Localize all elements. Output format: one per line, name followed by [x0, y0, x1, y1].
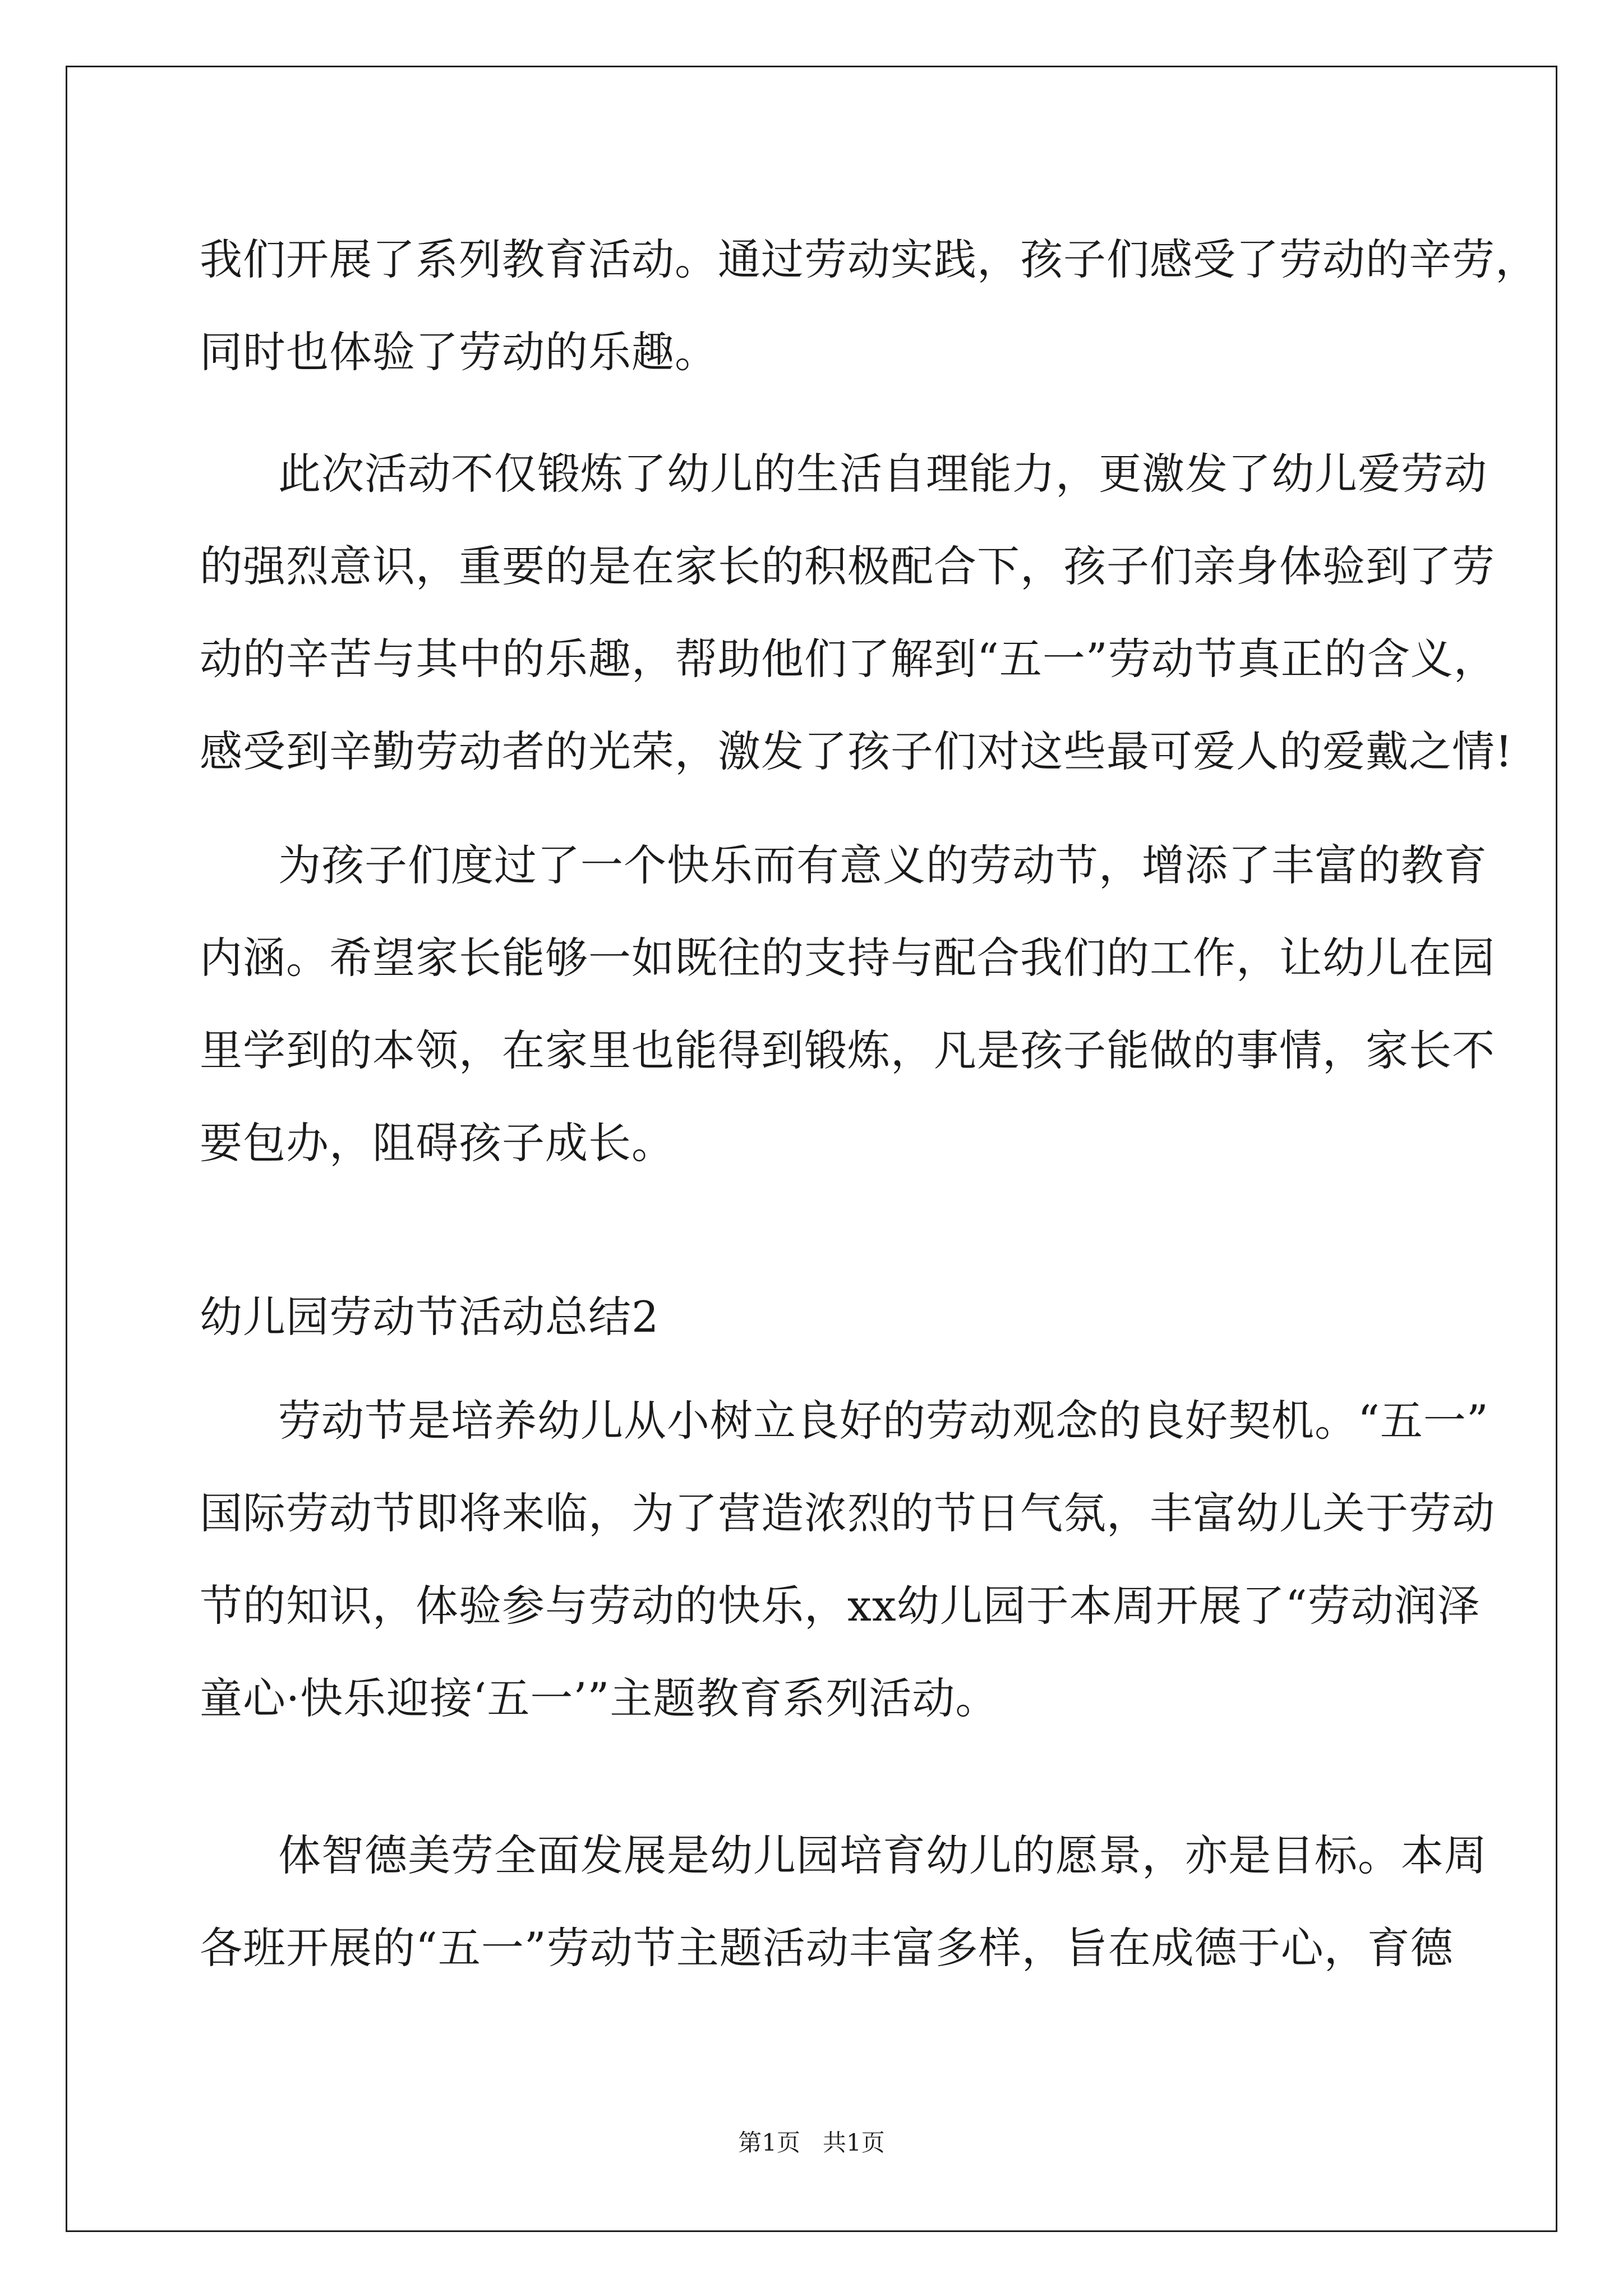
body-line: 为孩子们度过了一个快乐而有意义的劳动节，增添了丰富的教育: [278, 840, 1487, 890]
paragraph-activity-benefits: [200, 427, 1513, 798]
body-line: 劳动节是培养幼儿从小树立良好的劳动观念的良好契机。“五一”: [278, 1396, 1489, 1446]
section-title: 幼儿园劳动节活动总结2: [200, 1292, 660, 1342]
body-line: 我们开展了系列教育活动。通过劳动实践，孩子们感受了劳动的辛劳，: [200, 234, 1538, 284]
page-number-footer: 第1页 共1页: [738, 2129, 885, 2156]
body-line: 体智德美劳全面发展是幼儿园培育幼儿的愿景，亦是目标。本周: [278, 1830, 1487, 1880]
paragraph-development-goals: [200, 1809, 1487, 1994]
section-heading: [200, 1271, 1433, 1363]
paragraph-labor-day-intro: [200, 1374, 1495, 1745]
body-line: 节的知识，体验参与劳动的快乐，xx幼儿园于本周开展了“劳动润泽: [200, 1581, 1481, 1631]
body-line: 的强烈意识，重要的是在家长的积极配合下，孩子们亲身体验到了劳: [200, 541, 1495, 591]
body-line: 动的辛苦与其中的乐趣，帮助他们了解到“五一”劳动节真正的含义，: [200, 634, 1497, 684]
body-line: 感受到辛勤劳动者的光荣，激发了孩子们对这些最可爱人的爱戴之情!: [200, 726, 1513, 776]
body-line: 国际劳动节即将来临，为了营造浓烈的节日气氛，丰富幼儿关于劳动: [200, 1488, 1495, 1538]
body-line: 此次活动不仅锻炼了幼儿的生活自理能力，更激发了幼儿爱劳动: [278, 449, 1487, 499]
body-line: 各班开展的“五一”劳动节主题活动丰富多样，旨在成德于心，育德: [200, 1923, 1454, 1973]
document-body: [200, 213, 1538, 398]
body-line: 内涵。希望家长能够一如既往的支持与配合我们的工作，让幼儿在园: [200, 933, 1495, 983]
body-line: 里学到的本领，在家里也能得到锻炼，凡是孩子能做的事情，家长不: [200, 1025, 1495, 1075]
body-line: 要包办，阻碍孩子成长。: [200, 1118, 675, 1168]
body-line: 同时也体验了劳动的乐趣。: [200, 327, 718, 377]
paragraph-parent-hope: [200, 819, 1495, 1189]
body-line: 童心·快乐迎接‘五一’”主题教育系列活动。: [200, 1673, 999, 1723]
